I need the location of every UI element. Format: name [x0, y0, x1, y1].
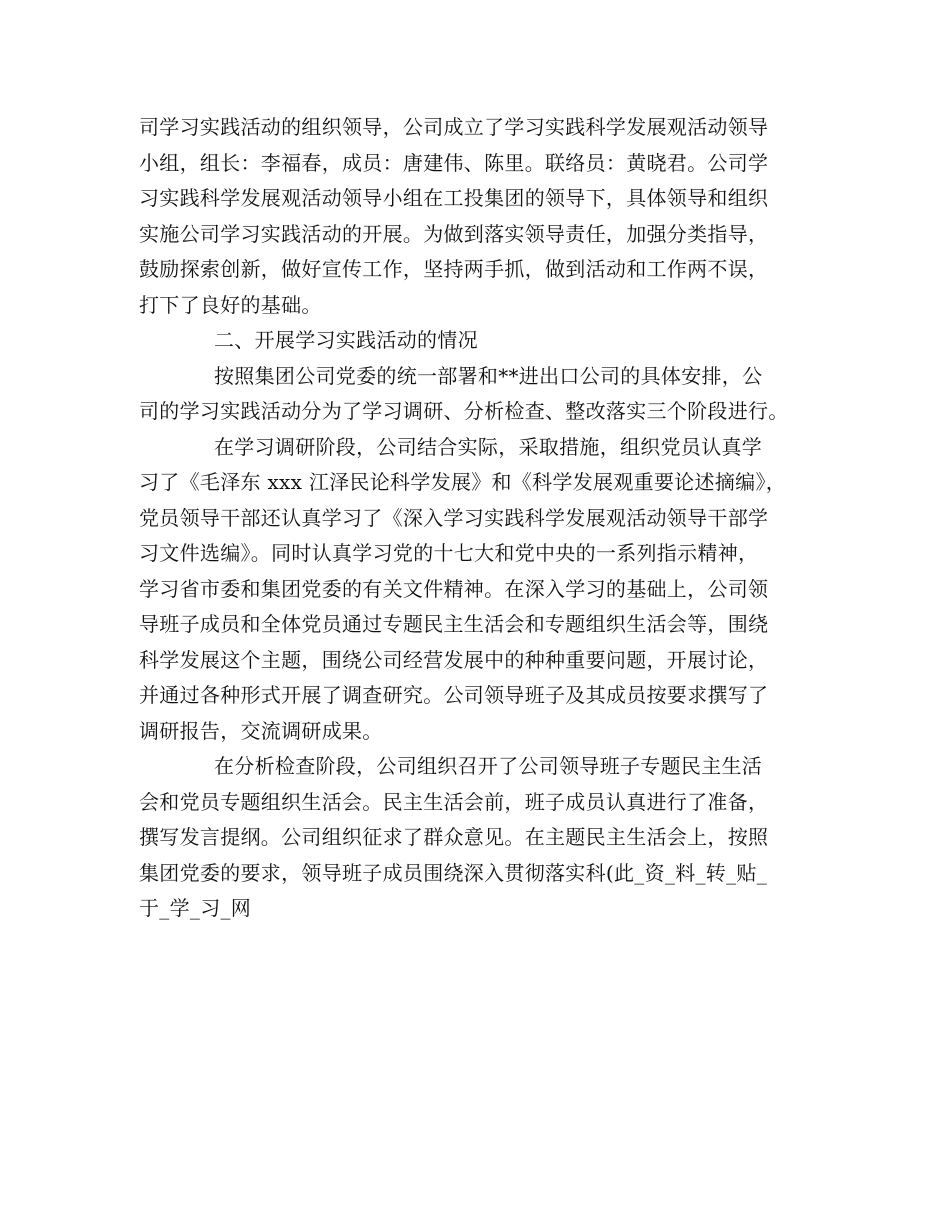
text-line: 习实践科学发展观活动领导小组在工投集团的领导下，具体领导和组织 — [139, 186, 769, 210]
text-line: 撰写发言提纲。公司组织征求了群众意见。在主题民主生活会上，按照 — [139, 825, 769, 849]
text-line: 打下了良好的基础。 — [139, 292, 322, 317]
text-line: 习了《毛泽东 xxx 江泽民论科学发展》和《科学发展观重要论述摘编》， — [139, 470, 787, 494]
text-line: 二、开展学习实践活动的情况 — [214, 328, 478, 352]
text-line: 党员领导干部还认真学习了《深入学习实践科学发展观活动领导干部学 — [139, 505, 769, 530]
text-line: 按照集团公司党委的统一部署和**进出口公司的具体安排，公 — [214, 363, 763, 388]
text-line: 科学发展这个主题，围绕公司经营发展中的种种重要问题，开展讨论， — [139, 647, 769, 672]
text-line: 于_学_习_网 — [139, 896, 252, 920]
document-body — [139, 110, 829, 927]
text-line: 在学习调研阶段，公司结合实际，采取措施，组织党员认真学 — [214, 434, 763, 459]
text-line: 调研报告，交流调研成果。 — [139, 718, 383, 743]
text-line: 导班子成员和全体党员通过专题民主生活会和专题组织生活会等，围绕 — [139, 612, 769, 636]
text-line: 司的学习实践活动分为了学习调研、分析检查、整改落实三个阶段进行。 — [139, 399, 789, 423]
text-line: 学习省市委和集团党委的有关文件精神。在深入学习的基础上，公司领 — [139, 576, 769, 601]
text-line: 在分析检查阶段，公司组织召开了公司领导班子专题民主生活 — [214, 754, 763, 778]
text-line: 小组，组长：李福春，成员：唐建伟、陈里。联络员：黄晓君。公司学 — [139, 150, 769, 175]
text-line: 实施公司学习实践活动的开展。为做到落实领导责任，加强分类指导， — [139, 221, 769, 246]
text-line: 并通过各种形式开展了调查研究。公司领导班子及其成员按要求撰写了 — [139, 683, 769, 707]
text-line: 集团党委的要求，领导班子成员围绕深入贯彻落实科(此_资_料_转_贴_ — [139, 860, 768, 885]
text-line: 习文件选编》。同时认真学习党的十七大和党中央的一系列指示精神， — [139, 541, 759, 565]
text-line: 鼓励探索创新，做好宣传工作，坚持两手抓，做到活动和工作两不误， — [139, 257, 769, 281]
text-line: 会和党员专题组织生活会。民主生活会前，班子成员认真进行了准备， — [139, 789, 769, 814]
text-line: 司学习实践活动的组织领导，公司成立了学习实践科学发展观活动领导 — [139, 115, 769, 139]
